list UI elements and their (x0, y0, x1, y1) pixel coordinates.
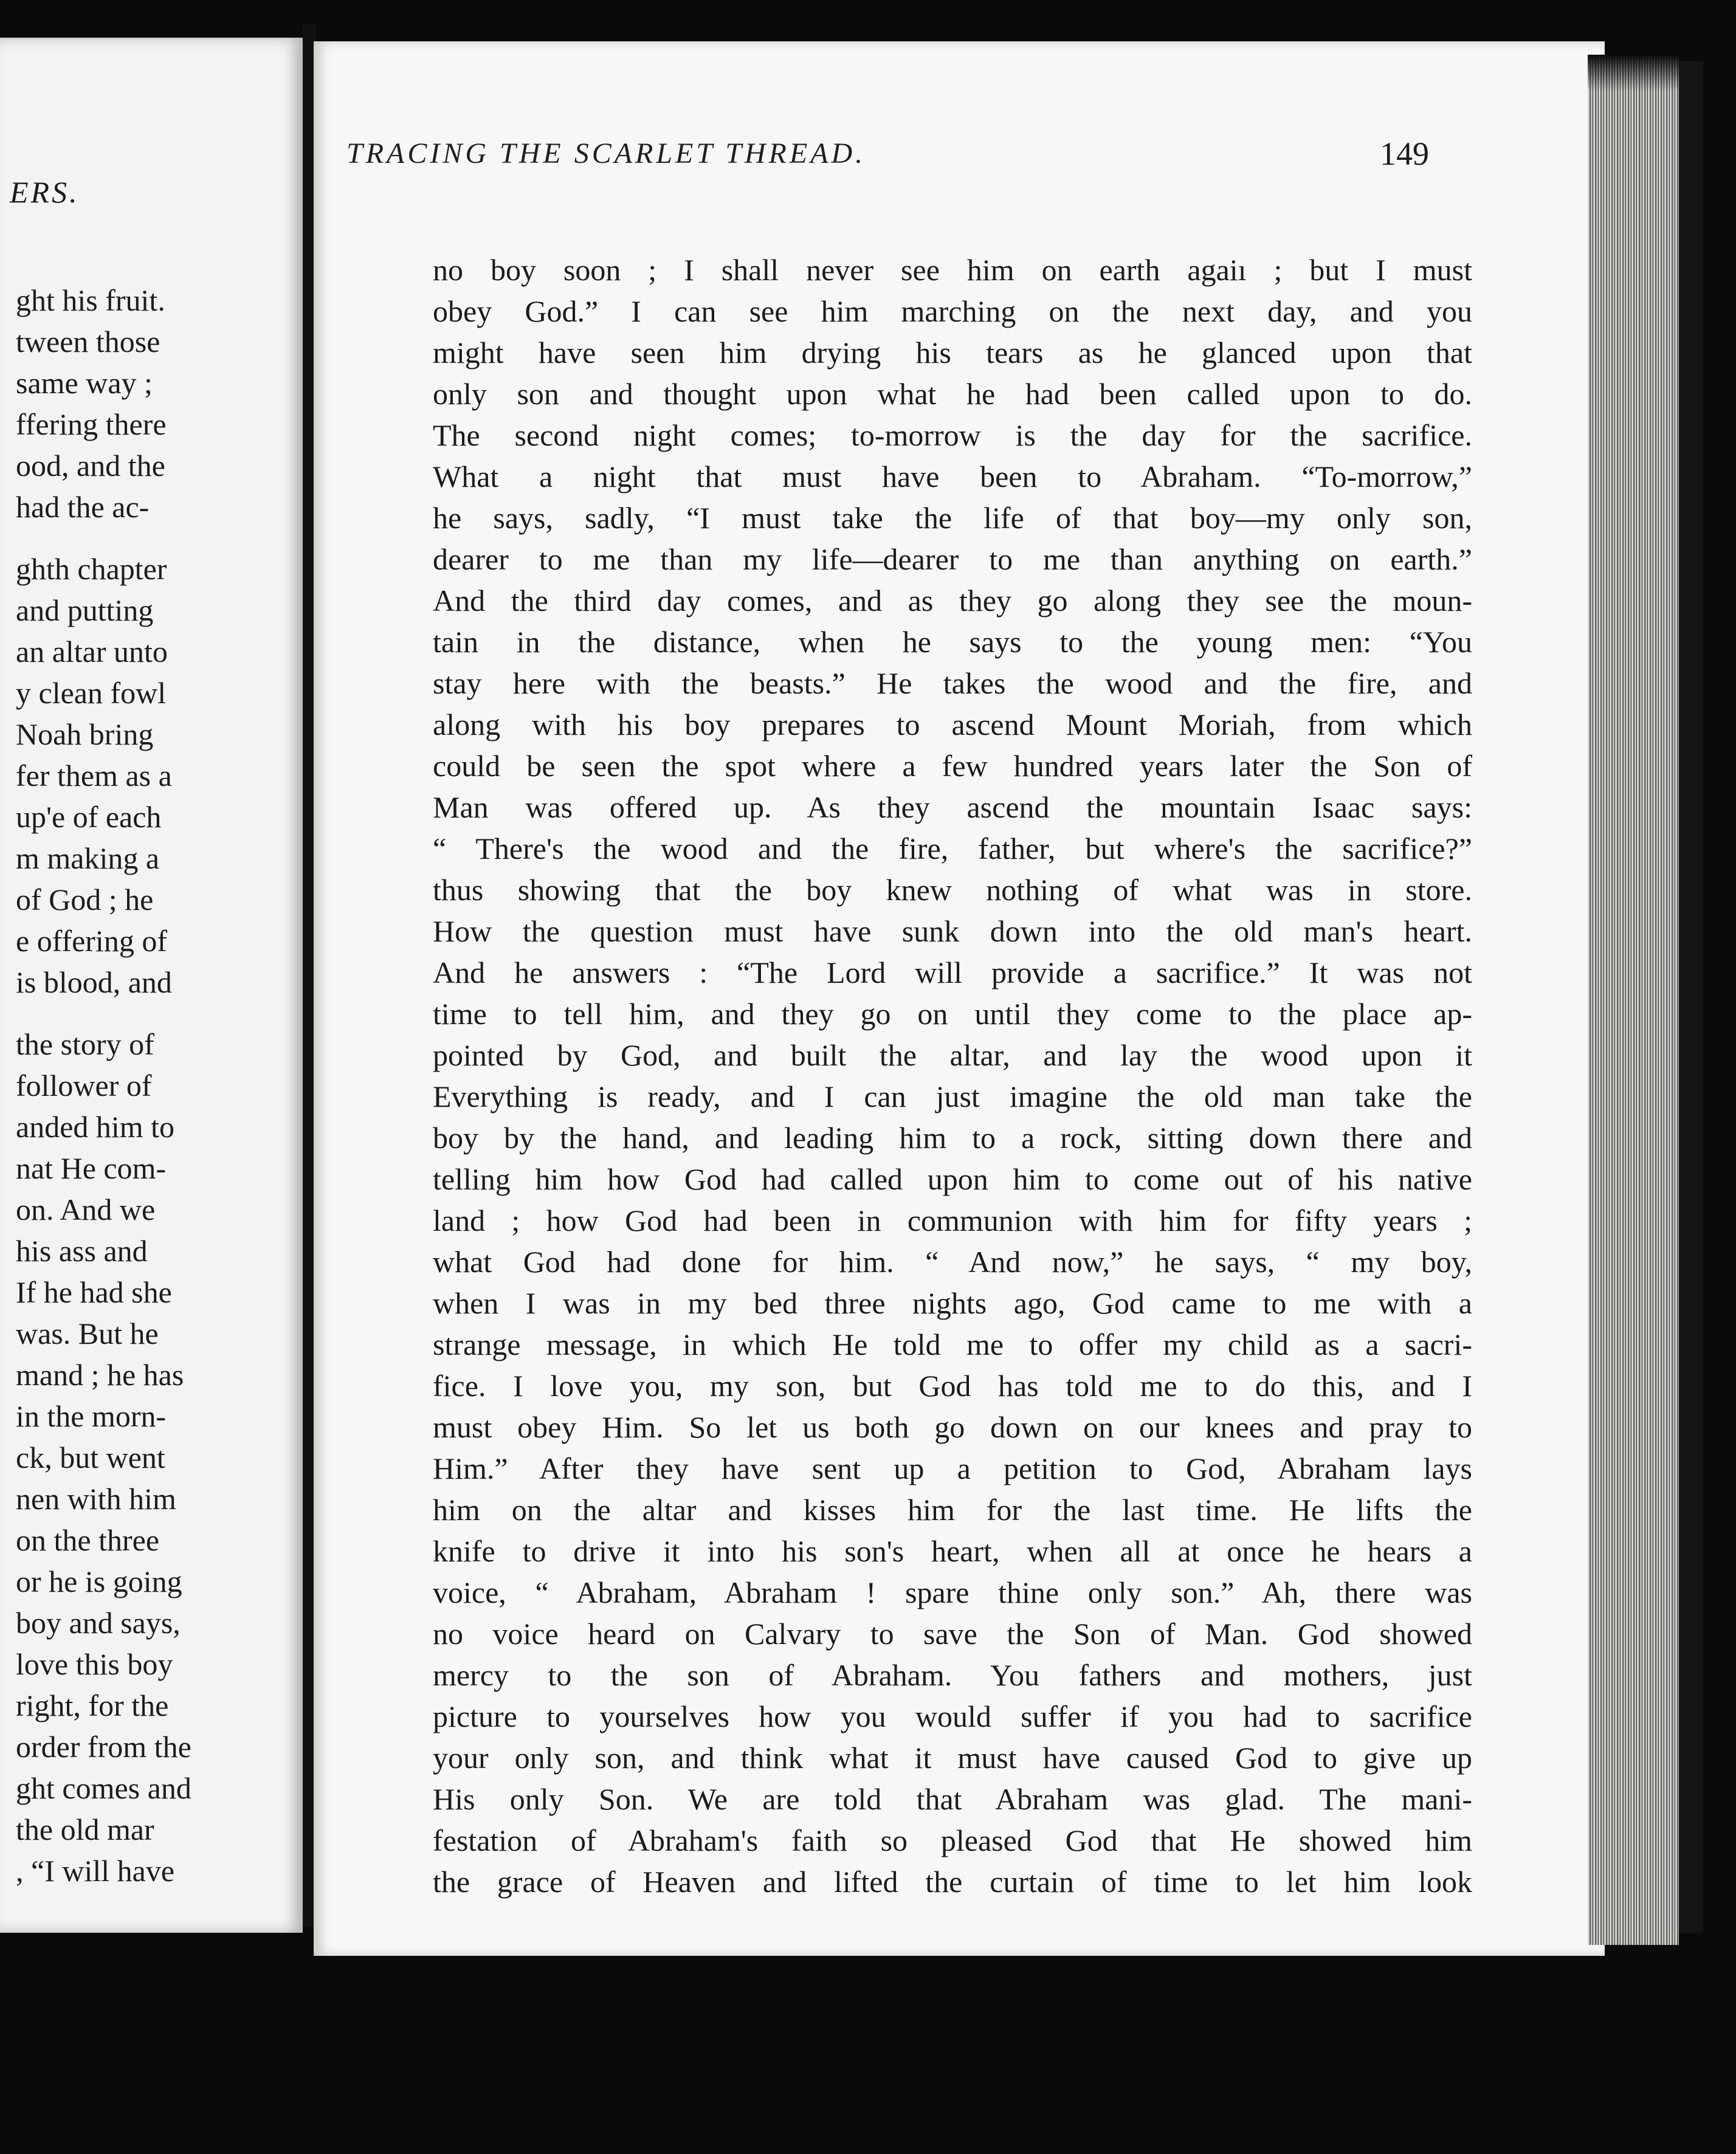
left-page-line: ck, but went (16, 1440, 165, 1474)
text-line: boy by the hand, and leading him to a rock, sitting down there and (433, 1121, 1472, 1155)
left-page-line: ght his fruit. (16, 283, 165, 317)
left-running-head-text: ERS. (10, 175, 80, 209)
left-page-line: or he is going (16, 1564, 182, 1598)
left-page-line: order from the (16, 1730, 191, 1764)
text-line: festation of Abraham's faith so pleased God that He showed him (433, 1823, 1472, 1857)
left-page-line: y clean fowl (16, 676, 167, 710)
text-line: Him.” After they have sent up a petition to God, Abraham lays (433, 1451, 1472, 1485)
text-line: stay here with the beasts.” He takes the wood and the fire, and (433, 666, 1472, 700)
text-line: The second night comes; to-morrow is the day for the sacrifice. (433, 418, 1472, 452)
left-page-line: ffering there (16, 407, 167, 441)
left-page-line: his ass and (16, 1234, 148, 1268)
left-page-line: follower of (16, 1068, 152, 1103)
left-page-line: , “I will have (16, 1854, 175, 1888)
left-facing-page (0, 38, 303, 1933)
text-line: no voice heard on Calvary to save the Son of Man. God showed (433, 1617, 1472, 1651)
text-line: time to tell him, and they go on until they come to the place ap- (433, 997, 1472, 1031)
page-body-text (433, 249, 1472, 1902)
text-line: knife to drive it into his son's heart, when all at once he hears a (433, 1534, 1472, 1568)
text-line: land ; how God had been in communion with him for fifty years ; (433, 1203, 1472, 1237)
left-page-line: anded him to (16, 1110, 175, 1144)
book-cover-edge (1679, 61, 1703, 1933)
left-page-line: was. But he (16, 1316, 159, 1351)
page-edge-shadow (1588, 55, 1679, 91)
page-number: 149 (1380, 136, 1429, 172)
left-page-line: tween those (16, 325, 160, 359)
left-page-line: of God ; he (16, 883, 154, 917)
text-line: mercy to the son of Abraham. You fathers and mothers, just (433, 1658, 1472, 1692)
left-page-line: right, for the (16, 1688, 169, 1722)
left-page-line: ghth chapter (16, 552, 167, 586)
left-page-line: and putting (16, 593, 154, 627)
text-line: dearer to me than my life—dearer to me than anything on earth.” (433, 542, 1472, 576)
left-page-line: ght comes and (16, 1771, 191, 1805)
text-line: obey God.” I can see him marching on the next day, and you (433, 294, 1472, 328)
left-page-line: love this boy (16, 1647, 173, 1681)
text-line: voice, “ Abraham, Abraham ! spare thine only son.” Ah, there was (433, 1575, 1472, 1609)
left-page-line: Noah bring (16, 717, 154, 751)
left-page-line: ood, and the (16, 449, 165, 483)
text-line: tain in the distance, when he says to the young men: “You (433, 625, 1472, 659)
text-line: thus showing that the boy knew nothing of what was in store. (433, 873, 1472, 907)
page-edge-stack (1588, 55, 1679, 1945)
text-line: your only son, and think what it must have caused God to give up (433, 1741, 1472, 1775)
left-page-line: is blood, and (16, 965, 172, 999)
text-line: must obey Him. So let us both go down on our knees and pray to (433, 1410, 1472, 1444)
text-line: might have seen him drying his tears as he glanced upon that (433, 335, 1472, 370)
text-line: How the question must have sunk down into the old man's heart. (433, 914, 1472, 948)
left-page-line: up'e of each (16, 800, 162, 834)
text-line: telling him how God had called upon him to come out of his native (433, 1162, 1472, 1196)
text-line: And the third day comes, and as they go along they see the moun- (433, 583, 1472, 618)
text-line: strange message, in which He told me to offer my child as a sacri- (433, 1327, 1472, 1361)
text-line: fice. I love you, my son, but God has told me to do this, and I (433, 1369, 1472, 1403)
left-page-line: on. And we (16, 1192, 156, 1227)
text-line: And he answers : “The Lord will provide a sacrifice.” It was not (433, 955, 1472, 989)
left-page-line: same way ; (16, 366, 153, 400)
text-line: no boy soon ; I shall never see him on earth agaiı ; but I must (433, 253, 1472, 287)
left-page-line: m making a (16, 841, 160, 875)
left-page-line: mand ; he has (16, 1358, 184, 1392)
left-page-line: had the ac- (16, 490, 150, 524)
text-line: the grace of Heaven and lifted the curtain of time to let him look (433, 1865, 1472, 1899)
text-line: Man was offered up. As they ascend the mountain Isaac says: (433, 790, 1472, 824)
left-page-line: nat He com- (16, 1151, 167, 1185)
text-line: picture to yourselves how you would suffer if you had to sacrifice (433, 1699, 1472, 1733)
text-line: when I was in my bed three nights ago, God came to me with a (433, 1286, 1472, 1320)
text-line: His only Son. We are told that Abraham was glad. The mani- (433, 1782, 1472, 1816)
left-page-line: in the morn- (16, 1399, 167, 1433)
text-line: him on the altar and kisses him for the last time. He lifts the (433, 1493, 1472, 1527)
text-line: he says, sadly, “I must take the life of that boy—my only son, (433, 501, 1472, 535)
left-page-line: If he had she (16, 1275, 172, 1309)
left-page-line: boy and says, (16, 1606, 181, 1640)
left-page-line: on the three (16, 1523, 160, 1557)
left-page-line: the old mar (16, 1812, 154, 1846)
text-line: along with his boy prepares to ascend Mount Moriah, from which (433, 707, 1472, 742)
text-line: pointed by God, and built the altar, and lay the wood upon it (433, 1038, 1472, 1072)
text-line: What a night that must have been to Abraham. “To-morrow,” (433, 459, 1472, 494)
left-page-line: the story of (16, 1027, 154, 1061)
left-page-text (11, 280, 303, 1891)
text-line: only son and thought upon what he had been called upon to do. (433, 377, 1472, 411)
text-line: Everything is ready, and I can just imagine the old man take the (433, 1079, 1472, 1113)
left-page-line: e offering of (16, 924, 167, 958)
text-line: what God had done for him. “ And now,” he says, “ my boy, (433, 1245, 1472, 1279)
left-page-line: nen with him (16, 1482, 176, 1516)
left-page-line: an altar unto (16, 635, 168, 669)
text-line: “ There's the wood and the fire, father, but where's the sacrifice?” (433, 831, 1472, 865)
left-page-line: fer them as a (16, 759, 172, 793)
running-head: TRACING THE SCARLET THREAD. (346, 137, 866, 170)
text-line: could be seen the spot where a few hundred years later the Son of (433, 749, 1472, 783)
